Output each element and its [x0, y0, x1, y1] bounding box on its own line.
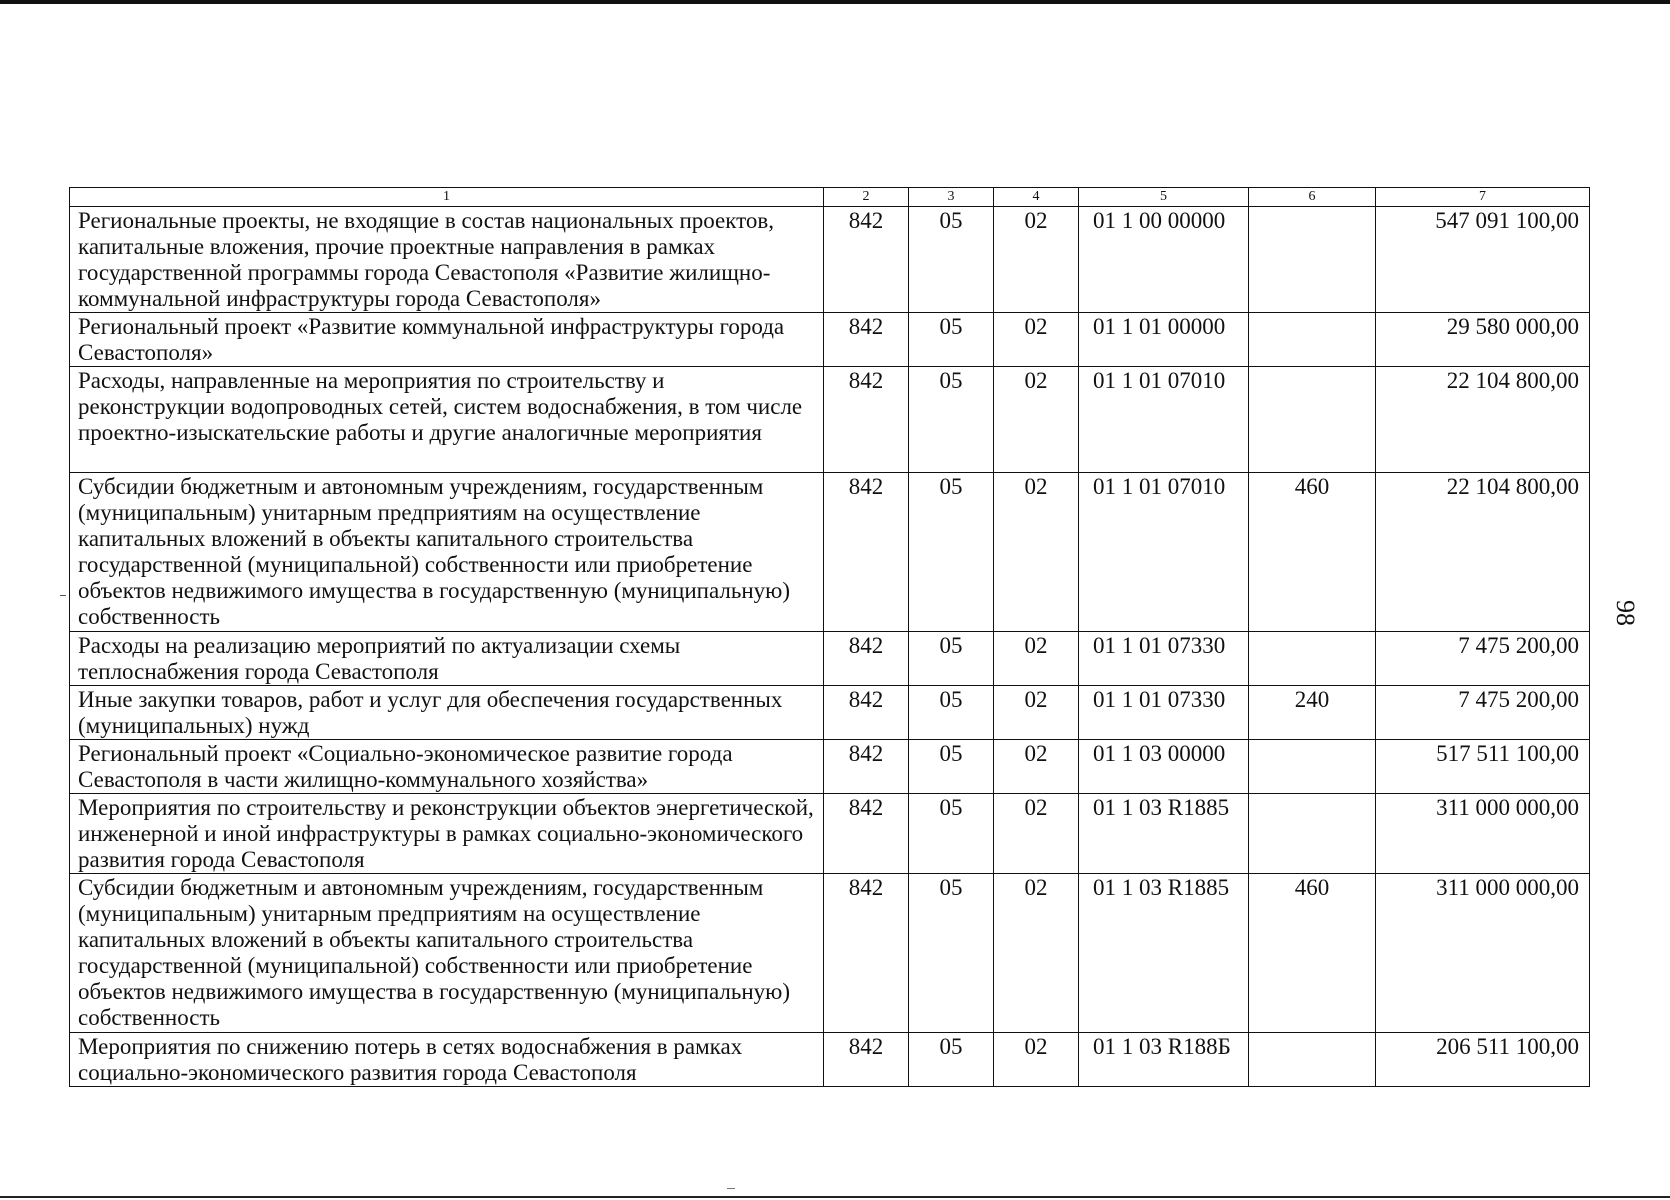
row-subsection-code: 02 — [994, 686, 1079, 740]
row-section-code: 05 — [909, 207, 994, 313]
row-amount: 22 104 800,00 — [1376, 367, 1590, 473]
row-department-code: 842 — [824, 207, 909, 313]
row-subsection-code: 02 — [994, 1033, 1079, 1087]
column-index-2: 2 — [824, 188, 909, 207]
row-section-code: 05 — [909, 1033, 994, 1087]
row-department-code: 842 — [824, 740, 909, 794]
margin-mark — [60, 595, 66, 596]
row-amount: 22 104 800,00 — [1376, 473, 1590, 632]
row-section-code: 05 — [909, 740, 994, 794]
table-body — [70, 188, 1590, 1087]
row-expense-type-code — [1249, 1033, 1376, 1087]
row-subsection-code: 02 — [994, 874, 1079, 1033]
row-name: Субсидии бюджетным и автономным учреждениям, государственным (муниципальным) унитарным предприятиям на осуществление капитальных вложений в объекты капитального строительства государственной (муниципальной) собственности или приобретение объектов недвижимого имущества в государственную (муниципальную) собственность — [70, 874, 824, 1033]
row-amount: 311 000 000,00 — [1376, 874, 1590, 1033]
column-index-6: 6 — [1249, 188, 1376, 207]
table-row — [70, 207, 1590, 313]
table-row — [70, 1033, 1590, 1087]
row-department-code: 842 — [824, 794, 909, 874]
row-amount: 7 475 200,00 — [1376, 686, 1590, 740]
row-name: Мероприятия по снижению потерь в сетях водоснабжения в рамках социально-экономического развития города Севастополя — [70, 1033, 824, 1087]
row-section-code: 05 — [909, 473, 994, 632]
row-target-article-code: 01 1 01 00000 — [1079, 313, 1249, 367]
row-subsection-code: 02 — [994, 473, 1079, 632]
row-name: Региональные проекты, не входящие в состав национальных проектов, капитальные вложения, прочие проектные направления в рамках государственной программы города Севастополя «Развитие жилищно-коммунальной инфраструктуры города Севастополя» — [70, 207, 824, 313]
table-row — [70, 740, 1590, 794]
row-name: Расходы, направленные на мероприятия по строительству и реконструкции водопроводных сетей, систем водоснабжения, в том числе проектно-изыскательские работы и другие аналогичные мероприятия — [70, 367, 824, 473]
row-target-article-code: 01 1 01 07010 — [1079, 367, 1249, 473]
row-expense-type-code: 460 — [1249, 874, 1376, 1033]
row-department-code: 842 — [824, 686, 909, 740]
row-target-article-code: 01 1 01 07330 — [1079, 632, 1249, 686]
column-index-1: 1 — [70, 188, 824, 207]
row-target-article-code: 01 1 03 R1885 — [1079, 874, 1249, 1033]
row-expense-type-code — [1249, 207, 1376, 313]
row-subsection-code: 02 — [994, 632, 1079, 686]
table-row — [70, 473, 1590, 632]
row-section-code: 05 — [909, 367, 994, 473]
table-row — [70, 794, 1590, 874]
row-expense-type-code — [1249, 367, 1376, 473]
row-section-code: 05 — [909, 313, 994, 367]
row-section-code: 05 — [909, 874, 994, 1033]
row-amount: 547 091 100,00 — [1376, 207, 1590, 313]
row-amount: 311 000 000,00 — [1376, 794, 1590, 874]
row-name: Расходы на реализацию мероприятий по актуализации схемы теплоснабжения города Севастополя — [70, 632, 824, 686]
row-expense-type-code — [1249, 313, 1376, 367]
row-subsection-code: 02 — [994, 794, 1079, 874]
row-amount: 29 580 000,00 — [1376, 313, 1590, 367]
row-department-code: 842 — [824, 473, 909, 632]
row-subsection-code: 02 — [994, 740, 1079, 794]
column-index-5: 5 — [1079, 188, 1249, 207]
row-department-code: 842 — [824, 1033, 909, 1087]
row-name: Региональный проект «Социально-экономическое развитие города Севастополя в части жилищно-коммунального хозяйства» — [70, 740, 824, 794]
row-department-code: 842 — [824, 367, 909, 473]
row-department-code: 842 — [824, 313, 909, 367]
row-name: Региональный проект «Развитие коммунальной инфраструктуры города Севастополя» — [70, 313, 824, 367]
table-row — [70, 686, 1590, 740]
table-row — [70, 632, 1590, 686]
row-subsection-code: 02 — [994, 207, 1079, 313]
row-name: Субсидии бюджетным и автономным учреждениям, государственным (муниципальным) унитарным предприятиям на осуществление капитальных вложений в объекты капитального строительства государственной (муниципальной) собственности или приобретение объектов недвижимого имущества в государственную (муниципальную) собственность — [70, 473, 824, 632]
row-expense-type-code: 460 — [1249, 473, 1376, 632]
budget-table — [69, 187, 1590, 1087]
column-index-7: 7 — [1376, 188, 1590, 207]
row-section-code: 05 — [909, 686, 994, 740]
page-number: 98 — [1611, 600, 1640, 626]
row-section-code: 05 — [909, 632, 994, 686]
row-name: Мероприятия по строительству и реконструкции объектов энергетической, инженерной и иной инфраструктуры в рамках социально-экономического развития города Севастополя — [70, 794, 824, 874]
column-index-4: 4 — [994, 188, 1079, 207]
row-target-article-code: 01 1 03 00000 — [1079, 740, 1249, 794]
row-expense-type-code: 240 — [1249, 686, 1376, 740]
row-amount: 517 511 100,00 — [1376, 740, 1590, 794]
row-expense-type-code — [1249, 740, 1376, 794]
row-amount: 206 511 100,00 — [1376, 1033, 1590, 1087]
table-row — [70, 874, 1590, 1033]
table-row — [70, 313, 1590, 367]
row-department-code: 842 — [824, 632, 909, 686]
row-subsection-code: 02 — [994, 367, 1079, 473]
row-target-article-code: 01 1 01 07010 — [1079, 473, 1249, 632]
bottom-margin-mark — [727, 1188, 735, 1189]
scan-edge-bottom — [0, 1196, 1670, 1198]
row-target-article-code: 01 1 00 00000 — [1079, 207, 1249, 313]
row-name: Иные закупки товаров, работ и услуг для обеспечения государственных (муниципальных) нужд — [70, 686, 824, 740]
column-index-3: 3 — [909, 188, 994, 207]
row-target-article-code: 01 1 03 R1885 — [1079, 794, 1249, 874]
scan-edge-top — [0, 0, 1670, 4]
row-department-code: 842 — [824, 874, 909, 1033]
row-section-code: 05 — [909, 794, 994, 874]
row-expense-type-code — [1249, 632, 1376, 686]
column-index-row — [70, 188, 1590, 207]
row-target-article-code: 01 1 01 07330 — [1079, 686, 1249, 740]
table-row — [70, 367, 1590, 473]
row-subsection-code: 02 — [994, 313, 1079, 367]
row-amount: 7 475 200,00 — [1376, 632, 1590, 686]
row-target-article-code: 01 1 03 R188Б — [1079, 1033, 1249, 1087]
row-expense-type-code — [1249, 794, 1376, 874]
